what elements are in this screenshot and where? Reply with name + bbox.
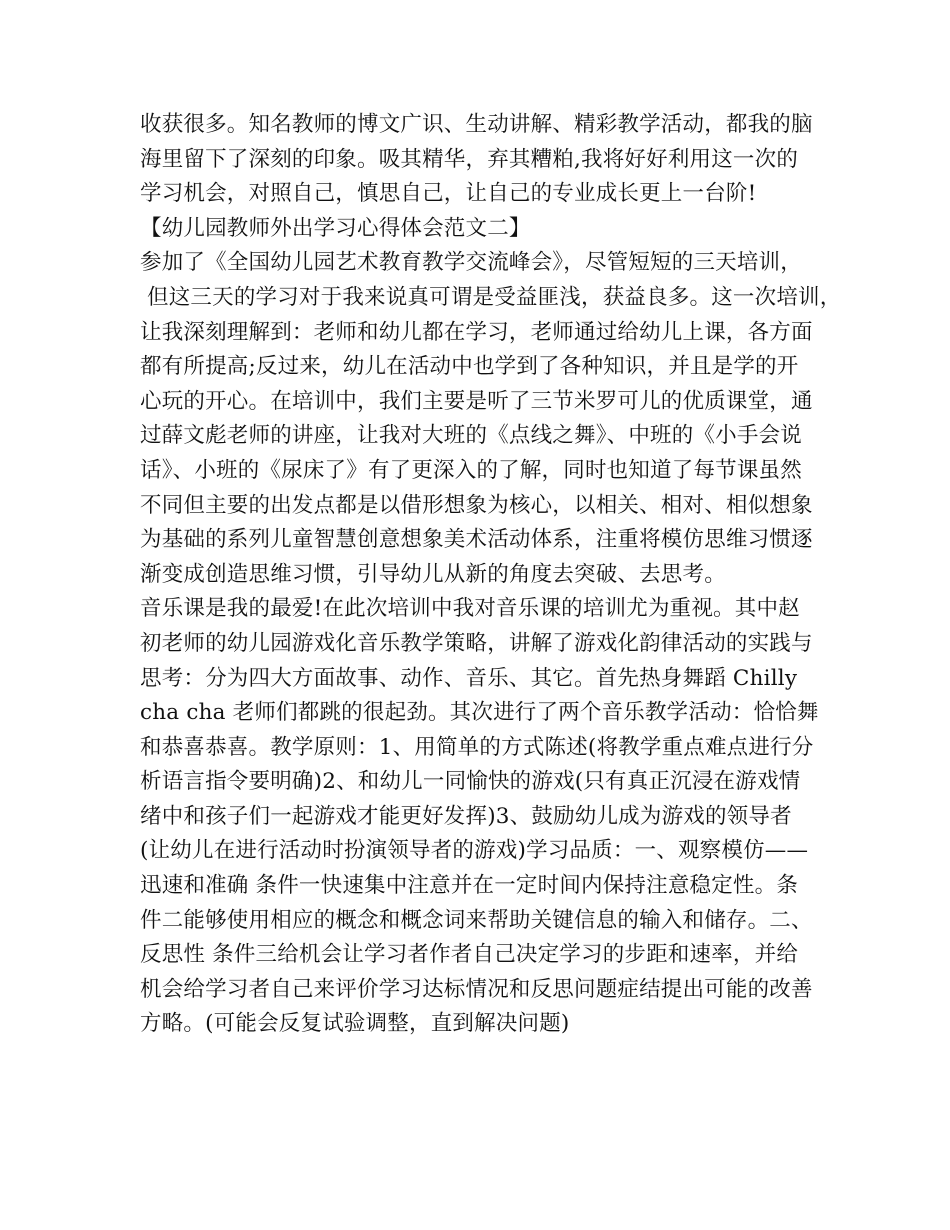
section-heading: 【幼儿园教师外出学习心得体会范文二】 (140, 215, 531, 241)
text-line: 让我深刻理解到：老师和幼儿都在学习，老师通过给幼儿上课，各方面 (140, 319, 813, 345)
text-line: 迅速和准确 条件一快速集中注意并在一定时间内保持注意稳定性。条 (140, 873, 799, 899)
text-line: (让幼儿在进行活动时扮演领导者的游戏)学习品质：一、观察模仿—— (140, 838, 809, 864)
text-line: 音乐课是我的最爱!在此次培训中我对音乐课的培训尤为重视。其中赵 (140, 596, 800, 622)
text-line: 为基础的系列儿童智慧创意想象美术活动体系，注重将模仿思维习惯逐 (140, 527, 813, 553)
text-line: 思考：分为四大方面故事、动作、音乐、其它。首先热身舞蹈 Chilly (140, 665, 798, 691)
text-line: 海里留下了深刻的印象。吸其精华，弃其糟粕,我将好好利用这一次的 (140, 146, 799, 172)
text-line: 都有所提高;反过来，幼儿在活动中也学到了各种知识，并且是学的开 (140, 354, 799, 380)
text-line: cha cha 老师们都跳的很起劲。其次进行了两个音乐教学活动：恰恰舞 (140, 700, 819, 726)
text-line: 件二能够使用相应的概念和概念词来帮助关键信息的输入和储存。二、 (140, 907, 813, 933)
text-line: 析语言指令要明确)2、和幼儿一同愉快的游戏(只有真正沉浸在游戏情 (140, 769, 801, 795)
text-line: 绪中和孩子们一起游戏才能更好发挥)3、鼓励幼儿成为游戏的领导者 (140, 803, 792, 829)
text-line: 不同但主要的出发点都是以借形想象为核心，以相关、相对、相似想象 (140, 492, 813, 518)
text-line: 反思性 条件三给机会让学习者作者自己决定学习的步距和速率，并给 (140, 942, 799, 968)
text-line: 和恭喜恭喜。教学原则：1、用简单的方式陈述(将教学重点难点进行分 (140, 734, 814, 760)
text-line: 话》、小班的《尿床了》有了更深入的了解，同时也知道了每节课虽然 (140, 457, 802, 483)
text-line: 渐变成创造思维习惯，引导幼儿从新的角度去突破、去思考。 (140, 561, 726, 587)
text-line: 参加了《全国幼儿园艺术教育教学交流峰会》，尽管短短的三天培训， (140, 250, 802, 276)
text-line: 心玩的开心。在培训中，我们主要是听了三节米罗可儿的优质课堂，通 (140, 388, 813, 414)
text-line: 方略。(可能会反复试验调整，直到解决问题) (140, 1011, 570, 1037)
text-line: 过薛文彪老师的讲座，让我对大班的《点线之舞》、中班的《小手会说 (140, 423, 802, 449)
text-line: 收获很多。知名教师的博文广识、生动讲解、精彩教学活动，都我的脑 (140, 112, 813, 137)
text-line: 学习机会，对照自己，慎思自己，让自己的专业成长更上一台阶! (140, 181, 757, 207)
document-body (140, 108, 842, 1042)
text-line: 机会给学习者自己来评价学习达标情况和反思问题症结提出可能的改善 (140, 976, 813, 1002)
text-line: 初老师的幼儿园游戏化音乐教学策略，讲解了游戏化韵律活动的实践与 (140, 630, 813, 656)
text-line: 但这三天的学习对于我来说真可谓是受益匪浅，获益良多。这一次培训， (140, 284, 842, 310)
